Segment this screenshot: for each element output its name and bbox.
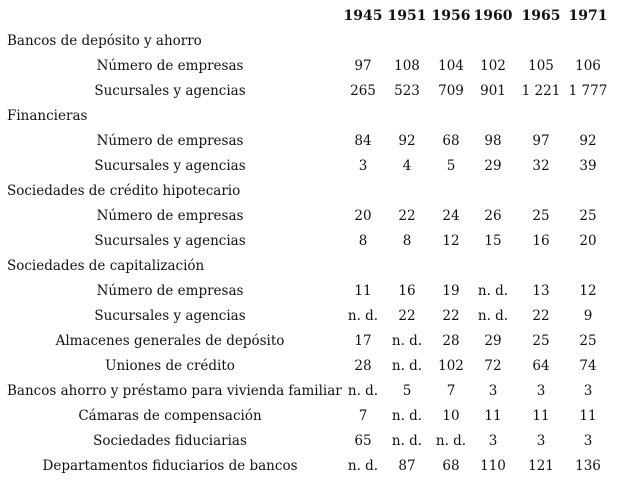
row-label: Almacenes generales de depósito [55, 333, 285, 349]
table-row [0, 229, 617, 254]
table-cell: 11 [354, 283, 372, 299]
table-cell: n. d. [391, 333, 423, 349]
table-cell: 17 [354, 333, 372, 349]
table-cell: 64 [532, 358, 550, 374]
table-cell: 92 [579, 133, 597, 149]
table-cell: 7 [446, 383, 456, 399]
table-cell: 110 [480, 458, 506, 474]
table-cell: 9 [583, 308, 593, 324]
table-cell: 121 [528, 458, 554, 474]
table-cell: 1 221 [521, 83, 561, 99]
table-cell: 87 [398, 458, 416, 474]
table-cell: 68 [442, 458, 460, 474]
table-row [0, 79, 617, 104]
year-header: 1965 [521, 8, 561, 24]
year-header: 1945 [343, 8, 383, 24]
table-cell: n. d. [347, 458, 379, 474]
table-cell: 25 [579, 333, 597, 349]
table-cell: 24 [442, 208, 460, 224]
row-label: Sucursales y agencias [94, 233, 246, 249]
row-label: Sociedades fiduciarias [93, 433, 247, 449]
table-cell: 106 [575, 58, 601, 74]
group-label: Sociedades de crédito hipotecario [7, 183, 241, 199]
table-row [0, 129, 617, 154]
table-cell: 8 [358, 233, 368, 249]
table-cell: 105 [528, 58, 554, 74]
table-cell: 8 [402, 233, 412, 249]
table-cell: 11 [484, 408, 502, 424]
year-header: 1956 [431, 8, 471, 24]
table-cell: 72 [484, 358, 502, 374]
table-cell: n. d. [477, 283, 509, 299]
table-cell: 98 [484, 133, 502, 149]
group-row [0, 29, 617, 54]
table-cell: 28 [354, 358, 372, 374]
header-row [0, 4, 617, 29]
row-label: Número de empresas [96, 283, 244, 299]
table-cell: 20 [579, 233, 597, 249]
table-cell: 7 [358, 408, 368, 424]
group-row [0, 254, 617, 279]
year-header: 1960 [473, 8, 513, 24]
table-cell: 84 [354, 133, 372, 149]
table-cell: 1 777 [568, 83, 608, 99]
table-cell: 39 [579, 158, 597, 174]
table-cell: 92 [398, 133, 416, 149]
table-cell: 901 [480, 83, 506, 99]
table-cell: 265 [350, 83, 376, 99]
table-cell: n. d. [391, 408, 423, 424]
table-row [0, 354, 617, 379]
table-cell: 11 [579, 408, 597, 424]
table-cell: 136 [575, 458, 601, 474]
table-cell: n. d. [347, 383, 379, 399]
table-cell: 29 [484, 158, 502, 174]
table-cell: 65 [354, 433, 372, 449]
table-cell: 108 [394, 58, 420, 74]
table-cell: 3 [488, 433, 498, 449]
table-cell: n. d. [347, 308, 379, 324]
table-cell: 32 [532, 158, 550, 174]
row-label: Número de empresas [96, 58, 244, 74]
row-label: Departamentos fiduciarios de bancos [42, 458, 298, 474]
table-cell: 16 [532, 233, 550, 249]
table-cell: 74 [579, 358, 597, 374]
table-cell: 10 [442, 408, 460, 424]
table-cell: 5 [446, 158, 456, 174]
table-row [0, 304, 617, 329]
group-label: Financieras [7, 108, 88, 124]
row-label: Sucursales y agencias [94, 83, 246, 99]
table-cell: 12 [442, 233, 460, 249]
table-row [0, 279, 617, 304]
table-row [0, 329, 617, 354]
group-label: Sociedades de capitalización [7, 258, 205, 274]
table-cell: 4 [402, 158, 412, 174]
row-label: Cámaras de compensación [78, 408, 262, 424]
table-cell: 3 [583, 433, 593, 449]
row-label: Uniones de crédito [105, 358, 235, 374]
table-cell: 102 [480, 58, 506, 74]
table-row [0, 204, 617, 229]
table-cell: 3 [583, 383, 593, 399]
table-cell: 97 [532, 133, 550, 149]
table-cell: 19 [442, 283, 460, 299]
row-label: Sucursales y agencias [94, 308, 246, 324]
table-cell: n. d. [391, 433, 423, 449]
table-cell: 16 [398, 283, 416, 299]
table-cell: 22 [398, 208, 416, 224]
table-cell: 25 [532, 208, 550, 224]
table-cell: 3 [536, 433, 546, 449]
table-row [0, 154, 617, 179]
year-header: 1971 [568, 8, 608, 24]
table-cell: 523 [394, 83, 420, 99]
table-cell: 22 [532, 308, 550, 324]
table-cell: 22 [398, 308, 416, 324]
row-label: Número de empresas [96, 208, 244, 224]
table-cell: 28 [442, 333, 460, 349]
table-cell: 97 [354, 58, 372, 74]
table-cell: n. d. [435, 433, 467, 449]
table-cell: 709 [438, 83, 464, 99]
row-label: Bancos ahorro y préstamo para vivienda familiar [7, 383, 342, 399]
table-cell: 15 [484, 233, 502, 249]
table-cell: 25 [532, 333, 550, 349]
table-row [0, 379, 617, 404]
row-label: Sucursales y agencias [94, 158, 246, 174]
table-row [0, 429, 617, 454]
table-cell: 3 [488, 383, 498, 399]
table-cell: 12 [579, 283, 597, 299]
table-cell: n. d. [391, 358, 423, 374]
table-cell: 26 [484, 208, 502, 224]
table-cell: 11 [532, 408, 550, 424]
group-row [0, 104, 617, 129]
table-cell: 29 [484, 333, 502, 349]
row-label: Número de empresas [96, 133, 244, 149]
table-cell: 68 [442, 133, 460, 149]
table-cell: 20 [354, 208, 372, 224]
table-cell: 25 [579, 208, 597, 224]
group-row [0, 179, 617, 204]
table-row [0, 454, 617, 479]
table-cell: 102 [438, 358, 464, 374]
table-cell: 104 [438, 58, 464, 74]
table-row [0, 54, 617, 79]
year-header: 1951 [387, 8, 427, 24]
table-cell: 5 [402, 383, 412, 399]
table-cell: 3 [536, 383, 546, 399]
table-cell: n. d. [477, 308, 509, 324]
table-cell: 13 [532, 283, 550, 299]
table-cell: 22 [442, 308, 460, 324]
table-cell: 3 [358, 158, 368, 174]
table-row [0, 404, 617, 429]
group-label: Bancos de depósito y ahorro [7, 33, 202, 49]
